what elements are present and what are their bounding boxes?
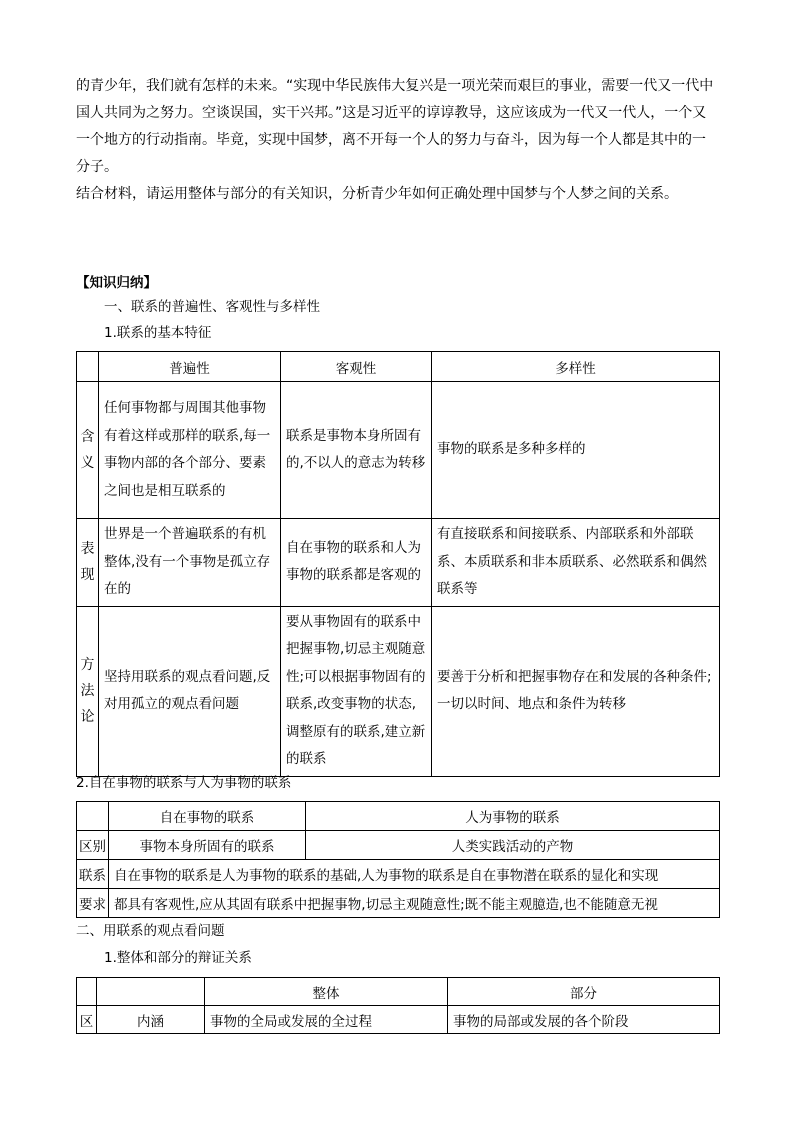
header-whole: 整体 — [205, 978, 448, 1006]
table-cell: 人类实践活动的产物 — [306, 831, 720, 860]
corner-cell — [77, 352, 99, 382]
table-cell: 任何事物都与周围其他事物有着这样或那样的联系,每一事物内部的各个部分、要素之间也是相互联系的 — [99, 382, 281, 519]
header-artificial-link: 人为事物的联系 — [306, 802, 720, 831]
sub1-title: 1.联系的基本特征 — [104, 325, 212, 341]
table-row — [77, 889, 720, 918]
table-row — [77, 382, 720, 519]
table-cell: 有直接联系和间接联系、内部联系和外部联系、本质联系和非本质联系、必然联系和偶然联系等 — [432, 519, 720, 607]
row-label-methodology: 方 法 论 — [77, 606, 99, 776]
header-objectivity: 客观性 — [281, 352, 432, 382]
table-row — [77, 606, 720, 776]
row-label-requirement: 要求 — [77, 889, 109, 918]
header-part: 部分 — [448, 978, 720, 1006]
table-row — [77, 519, 720, 607]
table-cell: 事物的局部或发展的各个阶段 — [448, 1006, 720, 1034]
row-label-difference: 区别 — [77, 831, 109, 860]
table-cell: 都具有客观性,应从其固有联系中把握事物,切忌主观随意性;既不能主观臆造,也不能随意无视 — [109, 889, 720, 918]
table-cell: 世界是一个普遍联系的有机整体,没有一个事物是孤立存在的 — [99, 519, 281, 607]
corner-cell — [77, 802, 109, 831]
row-label-difference: 区 — [77, 1006, 97, 1034]
table-cell: 联系是事物本身所固有的,不以人的意志为转移 — [281, 382, 432, 519]
row-sublabel-connotation: 内涵 — [97, 1006, 205, 1034]
section2-title: 二、用联系的观点看问题 — [76, 923, 225, 939]
table-row — [77, 1006, 720, 1034]
table-row — [77, 831, 720, 860]
table-row — [77, 860, 720, 889]
sub3-title: 1.整体和部分的辩证关系 — [104, 950, 252, 966]
table-header-row — [77, 978, 720, 1006]
row-label-meaning: 含 义 — [77, 382, 99, 519]
sub2-title: 2.自在事物的联系与人为事物的联系 — [76, 775, 292, 791]
table-cell: 要善于分析和把握事物存在和发展的各种条件;一切以时间、地点和条件为转移 — [432, 606, 720, 776]
table-cell: 要从事物固有的联系中把握事物,切忌主观随意性;可以根据事物固有的联系,改变事物的状态,调整原有的联系,建立新的联系 — [281, 606, 432, 776]
table-cell: 自在事物的联系和人为事物的联系都是客观的 — [281, 519, 432, 607]
table-cell: 事物的全局或发展的全过程 — [205, 1006, 448, 1034]
table-cell: 事物的联系是多种多样的 — [432, 382, 720, 519]
row-label-manifestation: 表 现 — [77, 519, 99, 607]
header-diversity: 多样性 — [432, 352, 720, 382]
header-universality: 普遍性 — [99, 352, 281, 382]
corner-cell — [97, 978, 205, 1006]
knowledge-title: 【知识归纳】 — [76, 275, 157, 291]
table-cell: 自在事物的联系是人为事物的联系的基础,人为事物的联系是自在事物潜在联系的显化和实现 — [109, 860, 720, 889]
table-cell: 事物本身所固有的联系 — [109, 831, 306, 860]
row-label-connection: 联系 — [77, 860, 109, 889]
table-cell: 坚持用联系的观点看问题,反对用孤立的观点看问题 — [99, 606, 281, 776]
table-header-row — [77, 802, 720, 831]
question-text: 结合材料，请运用整体与部分的有关知识，分析青少年如何正确处理中国梦与个人梦之间的关系。 — [76, 186, 678, 202]
natural-artificial-table — [76, 801, 720, 918]
intro-paragraph: 的青少年，我们就有怎样的未来。“实现中华民族伟大复兴是一项光荣而艰巨的事业，需要一代又一代中国人共同为之努力。空谈误国，实干兴邦。”这是习近平的谆谆教导，这应该成为一代又一代人，一个又一个地方的行动指南。毕竟，实现中国梦，离不开每一个人的努力与奋斗，因为每一个人都是其中的一分子。 — [76, 78, 714, 175]
table-header-row — [77, 352, 720, 382]
header-natural-link: 自在事物的联系 — [109, 802, 306, 831]
section1-title: 一、联系的普遍性、客观性与多样性 — [104, 299, 320, 315]
whole-part-table — [76, 977, 720, 1034]
basic-features-table — [76, 351, 720, 777]
corner-cell — [77, 978, 97, 1006]
